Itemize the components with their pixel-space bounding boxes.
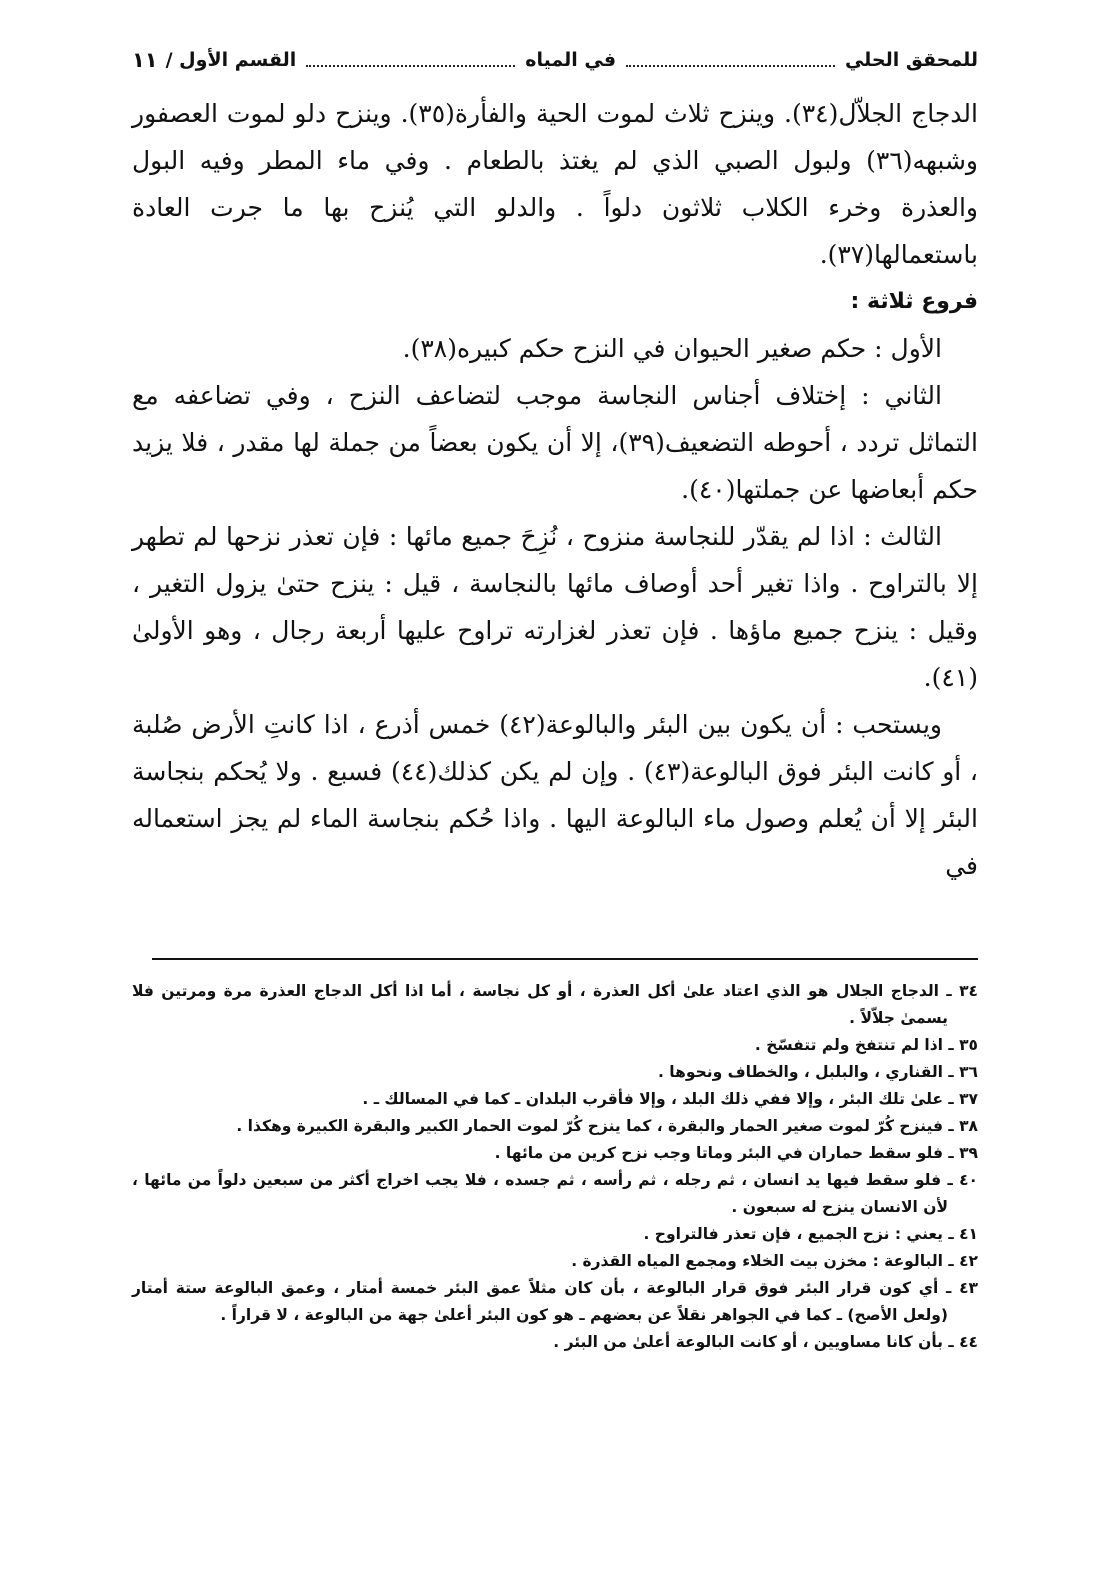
paragraph: الثالث : اذا لم يقدّر للنجاسة منزوح ، نُزِحَ جميع مائها : فإن تعذر نزحها لم تطهر إلا بالتراوح . واذا تغير أحد أوصاف مائها بالنجاسة ، قيل : ينزح حتىٰ يزول التغير ، وقيل : ينزح جميع ماؤها . فإن تعذر لغزارته تراوح عليها أربعة رجال ، وهو الأولىٰ (٤١). xyxy=(132,522,978,692)
header-dotted-leader xyxy=(306,65,515,67)
page-number: ١١ xyxy=(131,48,158,72)
paragraph: الأول : حكم صغير الحيوان في النزح حكم كبيره(٣٨). xyxy=(402,334,942,363)
main-text xyxy=(132,90,978,889)
footnote: ٤٢ ـ البالوعة : مخزن بيت الخلاء ومجمع المياه القذرة . xyxy=(571,1252,978,1270)
footnote: ٣٤ ـ الدجاج الجلال هو الذي اعتاد علىٰ أكل العذرة ، أو كل نجاسة ، أما اذا أكل الدجاج العذرة مرة ومرتين فلا يسمىٰ جلاّلاً . xyxy=(132,982,978,1027)
header-dotted-leader xyxy=(626,65,835,67)
footnote: ٤٣ ـ أي كون قرار البئر فوق قرار البالوعة ، بأن كان مثلاً عمق البئر خمسة أمتار ، وعمق البالوعة ستة أمتار (ولعل الأصح) ـ كما في الجواهر نقلاً عن بعضهم ـ هو كون البئر أعلىٰ جهة من البالوعة ، لا قراراً . xyxy=(132,1279,978,1324)
book-page xyxy=(132,40,978,1560)
paragraph: ويستحب : أن يكون بين البئر والبالوعة(٤٢) خمس أذرع ، اذا كانتِ الأرض صُلبة ، أو كانت البئر فوق البالوعة(٤٣) . وإن لم يكن كذلك(٤٤) فسبع . ولا يُحكم بنجاسة البئر إلا أن يُعلم وصول ماء البالوعة اليها . واذا حُكم بنجاسة الماء لم يجز استعماله في xyxy=(132,710,979,880)
section-heading: فروع ثلاثة : xyxy=(850,289,978,314)
footnote: ٣٧ ـ علىٰ تلك البئر ، وإلا ففي ذلك البلد ، وإلا فأقرب البلدان ـ كما في المسالك ـ . xyxy=(362,1090,978,1108)
running-header xyxy=(132,40,978,80)
footnote: ٤٠ ـ فلو سقط فيها يد انسان ، ثم رجله ، ثم رأسه ، ثم جسده ، فلا يجب اخراج أكثر من سبعين دلواً من مائها ، لأن الانسان ينزح له سبعون . xyxy=(132,1171,978,1216)
header-section-title: القسم الأول / xyxy=(165,49,297,71)
footnote: ٤١ ـ يعني : نزح الجميع ، فإن تعذر فالتراوح . xyxy=(643,1225,978,1243)
paragraph: الثاني : إختلاف أجناس النجاسة موجب لتضاعف النزح ، وفي تضاعفه مع التماثل تردد ، أحوطه التضعيف(٣٩)، إلا أن يكون بعضاً من جملة لها مقدر ، فلا يزيد حكم أبعاضها عن جملتها(٤٠). xyxy=(132,381,978,504)
footnote-divider xyxy=(152,958,978,960)
footnote: ٣٥ ـ اذا لم تنتفخ ولم تتفسّخ . xyxy=(754,1036,978,1054)
footnotes xyxy=(132,978,978,1356)
footnote: ٣٩ ـ فلو سقط حماران في البئر وماتا وجب نزح كرين من مائها . xyxy=(494,1144,978,1162)
footnote: ٣٨ ـ فينزح كُرّ لموت صغير الحمار والبقرة ، كما ينزح كُرّ لموت الحمار الكبير والبقرة الكبيرة وهكذا . xyxy=(236,1117,978,1135)
footnote: ٤٤ ـ بأن كانا مساويين ، أو كانت البالوعة أعلىٰ من البئر . xyxy=(553,1333,978,1351)
paragraph: الدجاج الجلاّل(٣٤). وينزح ثلاث لموت الحية والفأرة(٣٥). وينزح دلو لموت العصفور وشبهه(٣٦) ولبول الصبي الذي لم يغتذ بالطعام . وفي ماء المطر وفيه البول والعذرة وخرء الكلاب ثلاثون دلواً . والدلو التي يُنزح بها ما جرت العادة باستعمالها(٣٧). xyxy=(132,99,978,269)
header-chapter-title: في المياه xyxy=(525,49,617,71)
footnote: ٣٦ ـ القناري ، والبلبل ، والخطاف ونحوها . xyxy=(658,1063,978,1081)
header-book-title: للمحقق الحلي xyxy=(844,49,978,71)
